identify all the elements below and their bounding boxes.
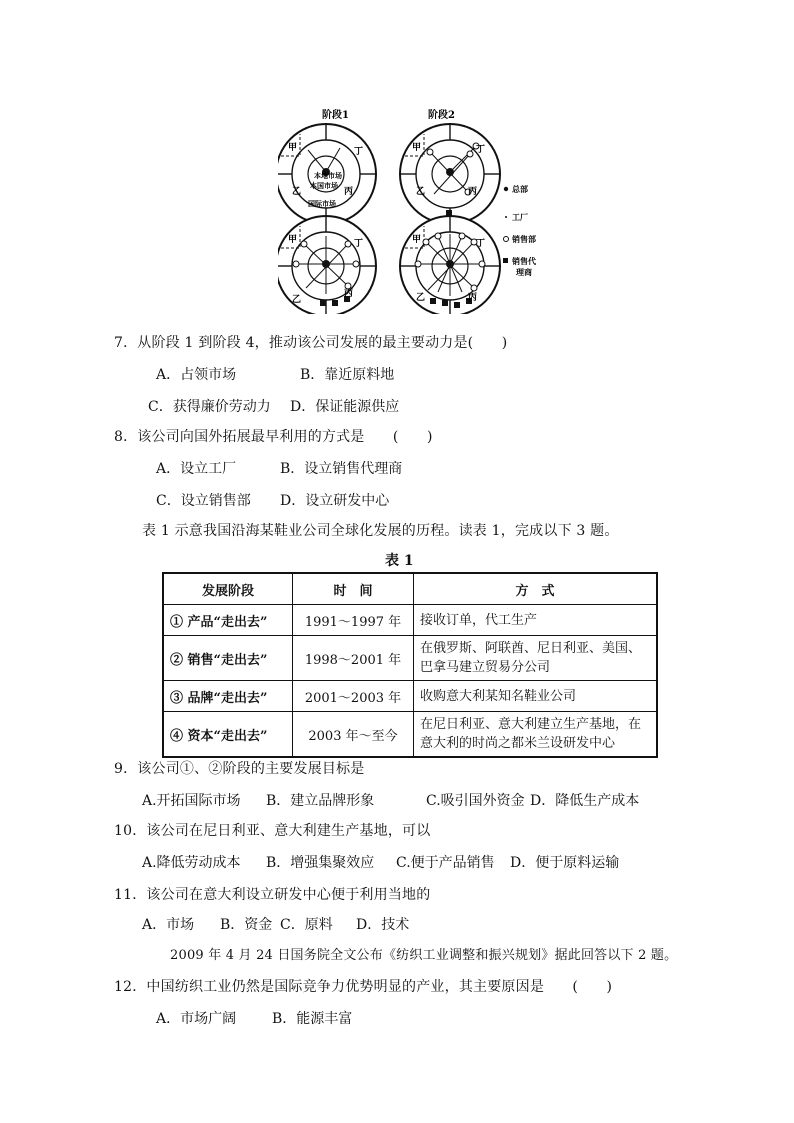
q11-option-d[interactable]: D．技术 (356, 917, 410, 933)
stage-4-region-ding: 丁 (476, 239, 486, 249)
stage-2-diagram (400, 108, 500, 224)
legend-sales-dept: 销售部 (512, 234, 536, 244)
table-row (163, 712, 657, 758)
legend-sales-agent-line1: 销售代 (512, 256, 536, 266)
stage-diagram-svg (278, 96, 546, 314)
q9-stem: 9．该公司①、②阶段的主要发展目标是 (114, 761, 365, 777)
ring-label-domestic: 本国市场 (310, 181, 338, 190)
stage-2-region-ding: 丁 (476, 145, 486, 155)
stage-2-region-jia: 甲 (412, 143, 422, 153)
q12-intro-text: 2009 年 4 月 24 日国务院全文公布《纺织工业调整和振兴规划》据此回答以下 2 题。 (170, 948, 678, 963)
square-icon (503, 258, 508, 263)
q7-option-a[interactable]: A．占领市场 (156, 367, 237, 383)
q11-stem: 11．该公司在意大利设立研发中心便于利用当地的 (114, 887, 431, 903)
q8-option-c[interactable]: C．设立销售部 (156, 493, 251, 509)
table-cell-stage: ④ 资本“走出去” (163, 712, 293, 758)
q7-stem: 7．从阶段 1 到阶段 4，推动该公司发展的最主要动力是( ) (114, 335, 508, 351)
table-1-title: 表 1 (385, 553, 414, 569)
stage-1-region-ding: 丁 (354, 147, 364, 157)
q10-option-b[interactable]: B．增强集聚效应 (266, 855, 375, 871)
legend-factory: 工厂 (512, 212, 528, 222)
stage-1-label: 阶段1 (322, 110, 349, 121)
stage-4-region-bing: 丙 (468, 293, 478, 303)
table-header-row (163, 573, 657, 605)
q7-option-c[interactable]: C．获得廉价劳动力 (148, 399, 271, 415)
stage-2-label: 阶段2 (428, 110, 455, 121)
q10-option-c[interactable]: C.便于产品销售 (396, 855, 495, 871)
q12-option-b[interactable]: B．能源丰富 (272, 1011, 353, 1027)
stage-1-diagram (278, 108, 376, 224)
ring-icon (504, 237, 509, 242)
table-cell-time: 2003 年～至今 (293, 712, 414, 758)
stage-4-region-jia: 甲 (412, 235, 422, 245)
stage-3-region-jia: 甲 (288, 235, 298, 245)
q12-option-a[interactable]: A．市场广阔 (156, 1011, 237, 1027)
stage-1-region-bing: 丙 (344, 187, 354, 197)
legend-sales-agent (512, 256, 539, 277)
q12-stem: 12．中国纺织工业仍然是国际竞争力优势明显的产业，其主要原因是 ( ) (114, 979, 613, 995)
table-cell-time: 1991～1997 年 (293, 605, 414, 636)
table-row (163, 605, 657, 636)
table-cell-time: 1998～2001 年 (293, 636, 414, 681)
q8-option-a[interactable]: A．设立工厂 (156, 461, 237, 477)
stage-2-region-bing: 丙 (468, 187, 478, 197)
table-cell-method: 收购意大利某知名鞋业公司 (414, 681, 658, 712)
table-intro-text: 表 1 示意我国沿海某鞋业公司全球化发展的历程。读表 1，完成以下 3 题。 (142, 523, 619, 539)
q8-stem: 8．该公司向国外拓展最早利用的方式是 ( ) (114, 429, 433, 445)
table-cell-method: 接收订单，代工生产 (414, 605, 658, 636)
stage-diagram-figure (278, 96, 546, 314)
stage-4-region-yi: 乙 (416, 293, 426, 303)
stage-3-region-ding: 丁 (354, 239, 364, 249)
q11-option-a[interactable]: A．市场 (142, 917, 195, 933)
table-header-time: 时 间 (293, 573, 414, 605)
stage-4-diagram (400, 216, 500, 314)
q11-option-b[interactable]: B．资金 (220, 917, 273, 933)
stage-2-region-yi: 乙 (416, 187, 426, 197)
table-cell-stage: ② 销售“走出去” (163, 636, 293, 681)
q10-option-a[interactable]: A.降低劳动成本 (142, 855, 241, 871)
q11-option-c[interactable]: C．原料 (280, 917, 333, 933)
q9-option-d[interactable]: D．降低生产成本 (530, 793, 640, 809)
table-cell-method: 在俄罗斯、阿联酋、尼日利亚、美国、巴拿马建立贸易分公司 (414, 636, 658, 681)
table-header-stage: 发展阶段 (163, 573, 293, 605)
legend-sales-agent-line2: 理商 (516, 267, 532, 277)
table-header-method: 方 式 (414, 573, 658, 605)
table-row (163, 681, 657, 712)
stage-3-region-yi: 乙 (292, 295, 302, 305)
stage-1-region-jia: 甲 (288, 143, 298, 153)
stage-1-region-yi: 乙 (292, 187, 302, 197)
figure-legend (503, 184, 539, 277)
table-cell-stage: ③ 品牌“走出去” (163, 681, 293, 712)
table-1 (162, 572, 658, 758)
table-row (163, 636, 657, 681)
q8-option-b[interactable]: B．设立销售代理商 (280, 461, 403, 477)
q9-option-c[interactable]: C.吸引国外资金 (426, 793, 525, 809)
q7-option-b[interactable]: B．靠近原料地 (300, 367, 395, 383)
legend-hq: 总部 (512, 184, 528, 194)
ring-label-international: 国际市场 (308, 199, 336, 208)
q7-option-d[interactable]: D．保证能源供应 (290, 399, 400, 415)
q9-option-b[interactable]: B．建立品牌形象 (266, 793, 375, 809)
stage-3-diagram (278, 216, 376, 314)
dot-icon (504, 187, 508, 191)
q8-option-d[interactable]: D．设立研发中心 (280, 493, 390, 509)
q10-option-d[interactable]: D．便于原料运输 (510, 855, 620, 871)
q9-option-a[interactable]: A.开拓国际市场 (142, 793, 241, 809)
table-cell-time: 2001～2003 年 (293, 681, 414, 712)
ring-label-local: 本地市场 (314, 171, 342, 180)
table-cell-stage: ① 产品“走出去” (163, 605, 293, 636)
table-cell-method: 在尼日利亚、意大利建立生产基地，在意大利的时尚之都米兰设研发中心 (414, 712, 658, 758)
q10-stem: 10．该公司在尼日利亚、意大利建生产基地，可以 (114, 823, 431, 839)
stage-3-region-bing: 丙 (344, 289, 354, 299)
